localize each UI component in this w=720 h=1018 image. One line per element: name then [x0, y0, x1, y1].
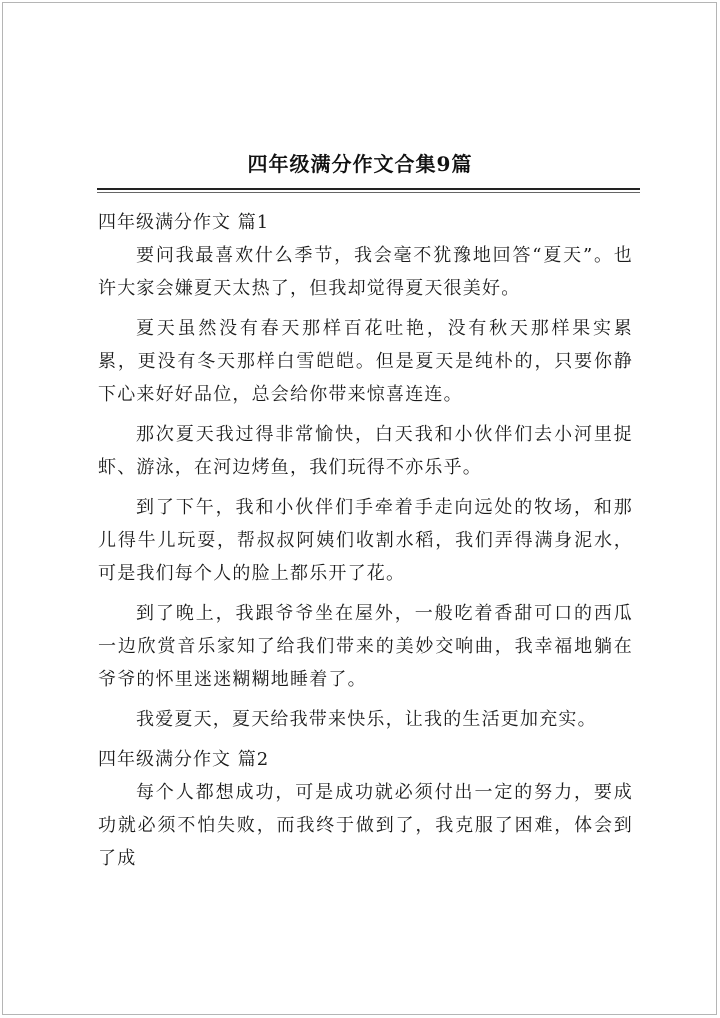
essay-section-1 [98, 206, 633, 736]
document-title: 四年级满分作文合集9篇 [247, 152, 473, 176]
document-body [98, 206, 633, 882]
section-heading: 四年级满分作文 篇1 [98, 212, 270, 233]
section-heading: 四年级满分作文 篇2 [98, 749, 270, 770]
paragraph: 那次夏天我过得非常愉快，白天我和小伙伴们去小河里捉虾、游泳，在河边烤鱼，我们玩得不亦乐乎。 [98, 424, 633, 478]
paragraph: 我爱夏天，夏天给我带来快乐，让我的生活更加充实。 [136, 709, 597, 730]
paragraph: 夏天虽然没有春天那样百花吐艳，没有秋天那样果实累累，更没有冬天那样白雪皑皑。但是夏天是纯朴的，只要你静下心来好好品位，总会给你带来惊喜连连。 [98, 318, 633, 405]
paragraph: 到了下午，我和小伙伴们手牵着手走向远处的牧场，和那儿得牛儿玩耍，帮叔叔阿姨们收割水稻，我们弄得满身泥水，可是我们每个人的脸上都乐开了花。 [98, 497, 633, 584]
paragraph: 每个人都想成功，可是成功就必须付出一定的努力，要成功就必须不怕失败，而我终于做到了，我克服了困难，体会到了成 [98, 782, 633, 869]
paragraph: 到了晚上，我跟爷爷坐在屋外，一般吃着香甜可口的西瓜一边欣赏音乐家知了给我们带来的美妙交响曲，我幸福地躺在爷爷的怀里迷迷糊糊地睡着了。 [98, 603, 633, 690]
title-divider [97, 188, 640, 190]
paragraph: 要问我最喜欢什么季节，我会毫不犹豫地回答“夏天”。也许大家会嫌夏天太热了，但我却觉得夏天很美好。 [98, 245, 633, 299]
essay-section-2 [98, 743, 633, 875]
title-divider-thin [97, 192, 640, 193]
